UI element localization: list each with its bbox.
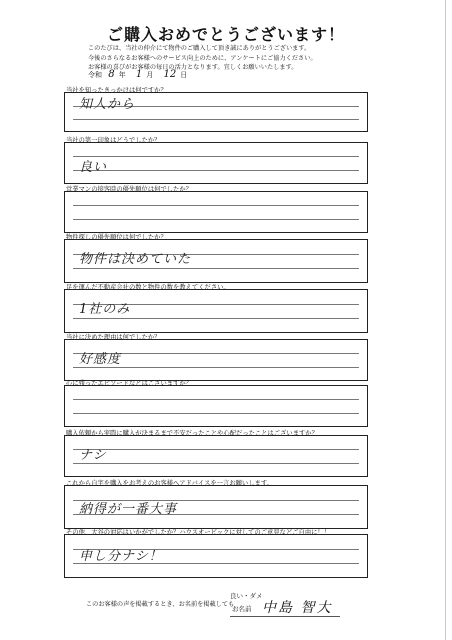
answer-box[interactable] <box>64 142 368 184</box>
name-label: お名前 <box>232 605 252 613</box>
date-month: 1 <box>135 69 143 80</box>
date-day-unit: 日 <box>180 71 188 79</box>
question-label: 心に残ったエピソードなどはございますか？ <box>66 380 192 387</box>
rule-line <box>73 318 359 319</box>
answer-box[interactable] <box>64 289 368 333</box>
question-label: 当社に決めた理由は何でしたか？ <box>66 334 161 341</box>
date-era: 令和 <box>88 71 102 79</box>
rule-line <box>73 449 359 450</box>
answer-box[interactable] <box>64 92 368 132</box>
question-label: 購入依頼から実際に購入が決まるまで不安だったことや心配だったことはございますか？ <box>66 430 318 437</box>
date-year-unit: 年 <box>118 71 126 79</box>
name-underline <box>230 616 340 617</box>
question-label: その他、大谷の対応はいかがでしたか？ハウスオービックに対してのご意見などご自由に！！ <box>66 529 331 536</box>
page-title: ご購入おめでとうございます！ <box>106 25 345 44</box>
rule-line <box>73 399 359 400</box>
handwritten-answer: 申し分ナシ！ <box>79 549 163 564</box>
rule-line <box>73 367 359 368</box>
handwritten-answer: 知人から <box>79 97 136 112</box>
answer-box[interactable] <box>64 191 368 233</box>
answer-box[interactable] <box>64 435 368 477</box>
handwritten-answer: 好感度 <box>79 352 122 367</box>
handwritten-answer: ナシ <box>79 448 107 463</box>
question-label: 物件探しの優先順位は何でしたか？ <box>66 234 167 241</box>
date-year: 8 <box>108 69 115 80</box>
date-day: 12 <box>163 69 177 80</box>
handwritten-answer: 良い <box>79 160 108 175</box>
question-label: 営業マンの接客時の優先順位は何でしたか？ <box>66 186 192 193</box>
date-row <box>88 69 191 80</box>
rule-line <box>73 413 359 414</box>
footer-note: このお客様の声を掲載するとき、お名前を掲載しても <box>86 601 235 608</box>
scan-edge <box>445 0 446 640</box>
answer-box[interactable] <box>64 385 368 427</box>
rule-line <box>73 156 359 157</box>
question-label: 当社の第一印象はどうでしたか？ <box>66 137 161 144</box>
answer-box[interactable] <box>64 534 368 578</box>
question-label: これから自宅を購入をお考えのお客様へアドバイスを一言お願いします。 <box>66 480 273 487</box>
question-label: 当社を知ったきっかけは何ですか？ <box>66 87 167 94</box>
rule-line <box>73 219 359 220</box>
rule-line <box>73 170 359 171</box>
rule-line <box>73 463 359 464</box>
handwritten-answer: 納得が一番大事 <box>79 502 178 517</box>
intro-line: このたびは、当社の仲介にて物件のご購入して頂き誠にありがとうございます。 <box>88 45 311 52</box>
customer-name: 中島 智大 <box>262 600 333 616</box>
intro-line: お客様の喜びがお客様の毎日の活力となります。宜しくお願いいたします。 <box>88 64 298 71</box>
date-month-unit: 月 <box>146 71 154 79</box>
answer-box[interactable] <box>64 239 368 283</box>
handwritten-answer: 物件は決めていた <box>79 252 192 267</box>
rule-line <box>73 119 359 120</box>
intro-line: 今後のさらなるお客様へのサービス向上のために、アンケートにご協力ください。 <box>88 54 317 62</box>
question-label: 足を運んだ不動産会社の数と物件の数を教えてください。 <box>66 284 230 291</box>
rule-line <box>73 268 359 269</box>
rule-line <box>73 205 359 206</box>
handwritten-answer: 1社のみ <box>79 302 131 317</box>
answer-box[interactable] <box>64 485 368 529</box>
answer-box[interactable] <box>64 339 368 381</box>
consent-choice[interactable]: 良い・ダメ <box>230 592 263 600</box>
